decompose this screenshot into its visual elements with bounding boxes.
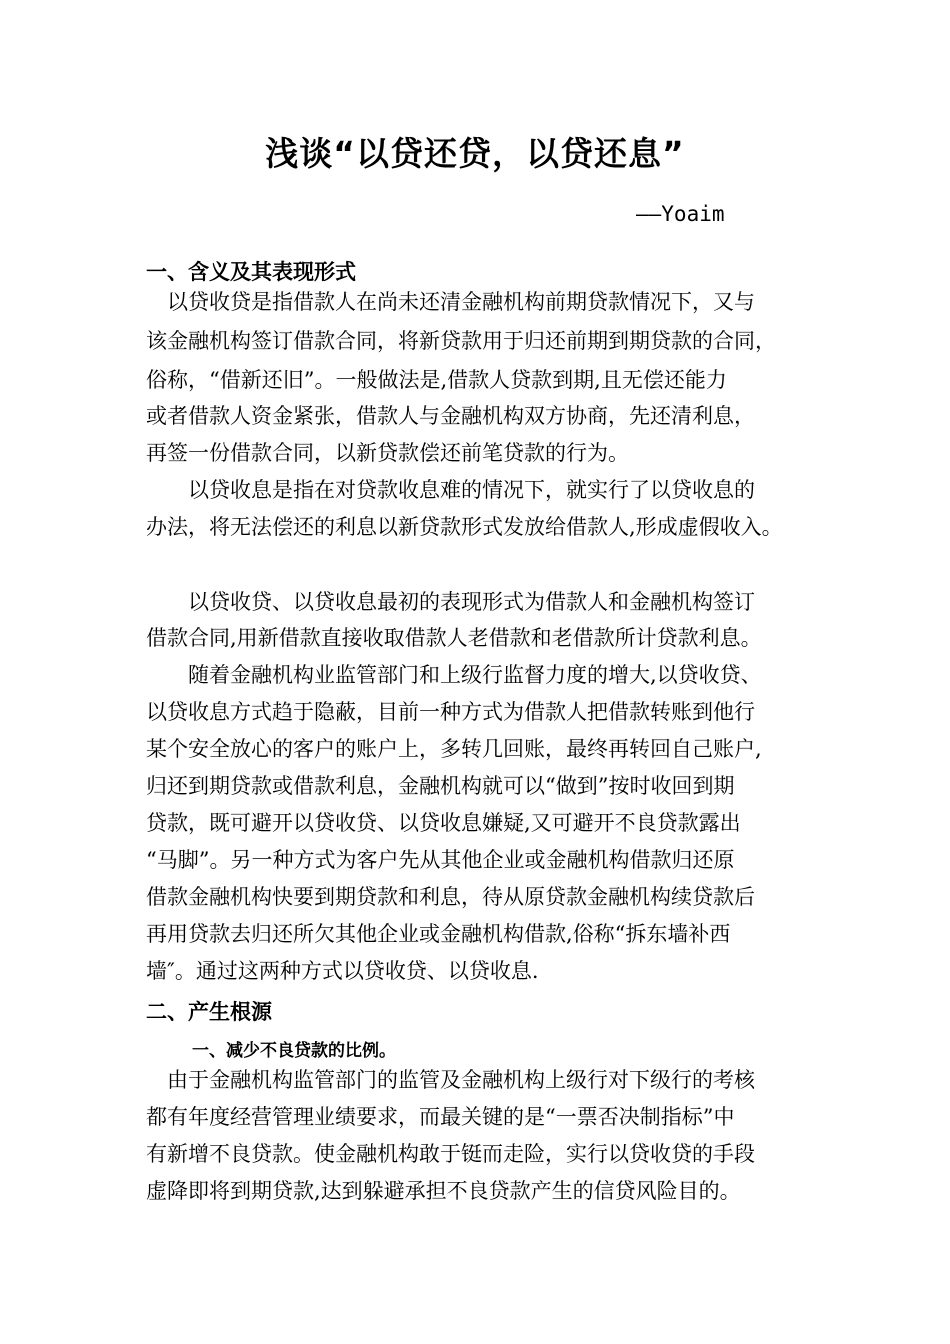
subsection-heading: 一、减少不良贷款的比例。 xyxy=(192,1041,396,1061)
paragraph-line: 有新增不良贷款。使金融机构敢于铤而走险，实行以贷收贷的手段 xyxy=(146,1142,755,1166)
section-heading-1: 一、含义及其表现形式 xyxy=(146,260,356,284)
paragraph-line: 以贷收息是指在对贷款收息难的情况下，就实行了以贷收息的 xyxy=(146,478,755,502)
document-title: 浅谈“以贷还贷，以贷还息” xyxy=(265,134,685,173)
paragraph-line: 某个安全放心的客户的账户上，多转几回账，最终再转回自己账户, xyxy=(146,737,762,761)
paragraph-line: 都有年度经营管理业绩要求，而最关键的是“一票否决制指标”中 xyxy=(146,1105,735,1129)
paragraph-line: 由于金融机构监管部门的监管及金融机构上级行对下级行的考核 xyxy=(146,1068,755,1092)
paragraph-line: “马脚”。另一种方式为客户先从其他企业或金融机构借款归还原 xyxy=(146,848,735,872)
paragraph-line: 贷款，既可避开以贷收贷、以贷收息嫌疑,又可避开不良贷款露出 xyxy=(146,811,741,835)
section-heading-2: 二、产生根源 xyxy=(146,1000,272,1024)
author-byline: ——Yoaim xyxy=(636,202,725,226)
paragraph-line: 或者借款人资金紧张，借款人与金融机构双方协商，先还清利息， xyxy=(146,404,755,428)
paragraph-line: 借款金融机构快要到期贷款和利息，待从原贷款金融机构续贷款后 xyxy=(146,885,755,909)
paragraph-line: 再签一份借款合同，以新贷款偿还前笔贷款的行为。 xyxy=(146,441,629,465)
paragraph-line: 俗称，“借新还旧”。一般做法是,借款人贷款到期,且无偿还能力 xyxy=(146,368,727,392)
paragraph-line: 随着金融机构业监管部门和上级行监督力度的增大,以贷收贷、 xyxy=(146,663,762,687)
paragraph-line: 归还到期贷款或借款利息，金融机构就可以“做到”按时收回到期 xyxy=(146,774,735,798)
paragraph-line: 借款合同,用新借款直接收取借款人老借款和老借款所计贷款利息。 xyxy=(146,626,762,650)
paragraph-line: 虚降即将到期贷款,达到躲避承担不良贷款产生的信贷风险目的。 xyxy=(146,1179,741,1203)
paragraph-line: 以贷收息方式趋于隐蔽，目前一种方式为借款人把借款转账到他行 xyxy=(146,700,755,724)
paragraph-line: 墙″。通过这两种方式以贷收贷、以贷收息. xyxy=(146,959,539,983)
paragraph-line: 再用贷款去归还所欠其他企业或金融机构借款,俗称“拆东墙补西 xyxy=(146,922,731,946)
paragraph-line: 以贷收贷、以贷收息最初的表现形式为借款人和金融机构签订 xyxy=(146,590,755,614)
paragraph-line: 该金融机构签订借款合同，将新贷款用于归还前期到期贷款的合同， xyxy=(146,329,776,353)
paragraph-line: 以贷收贷是指借款人在尚未还清金融机构前期贷款情况下，又与 xyxy=(146,290,755,314)
paragraph-line: 办法，将无法偿还的利息以新贷款形式发放给借款人,形成虚假收入。 xyxy=(146,515,783,539)
